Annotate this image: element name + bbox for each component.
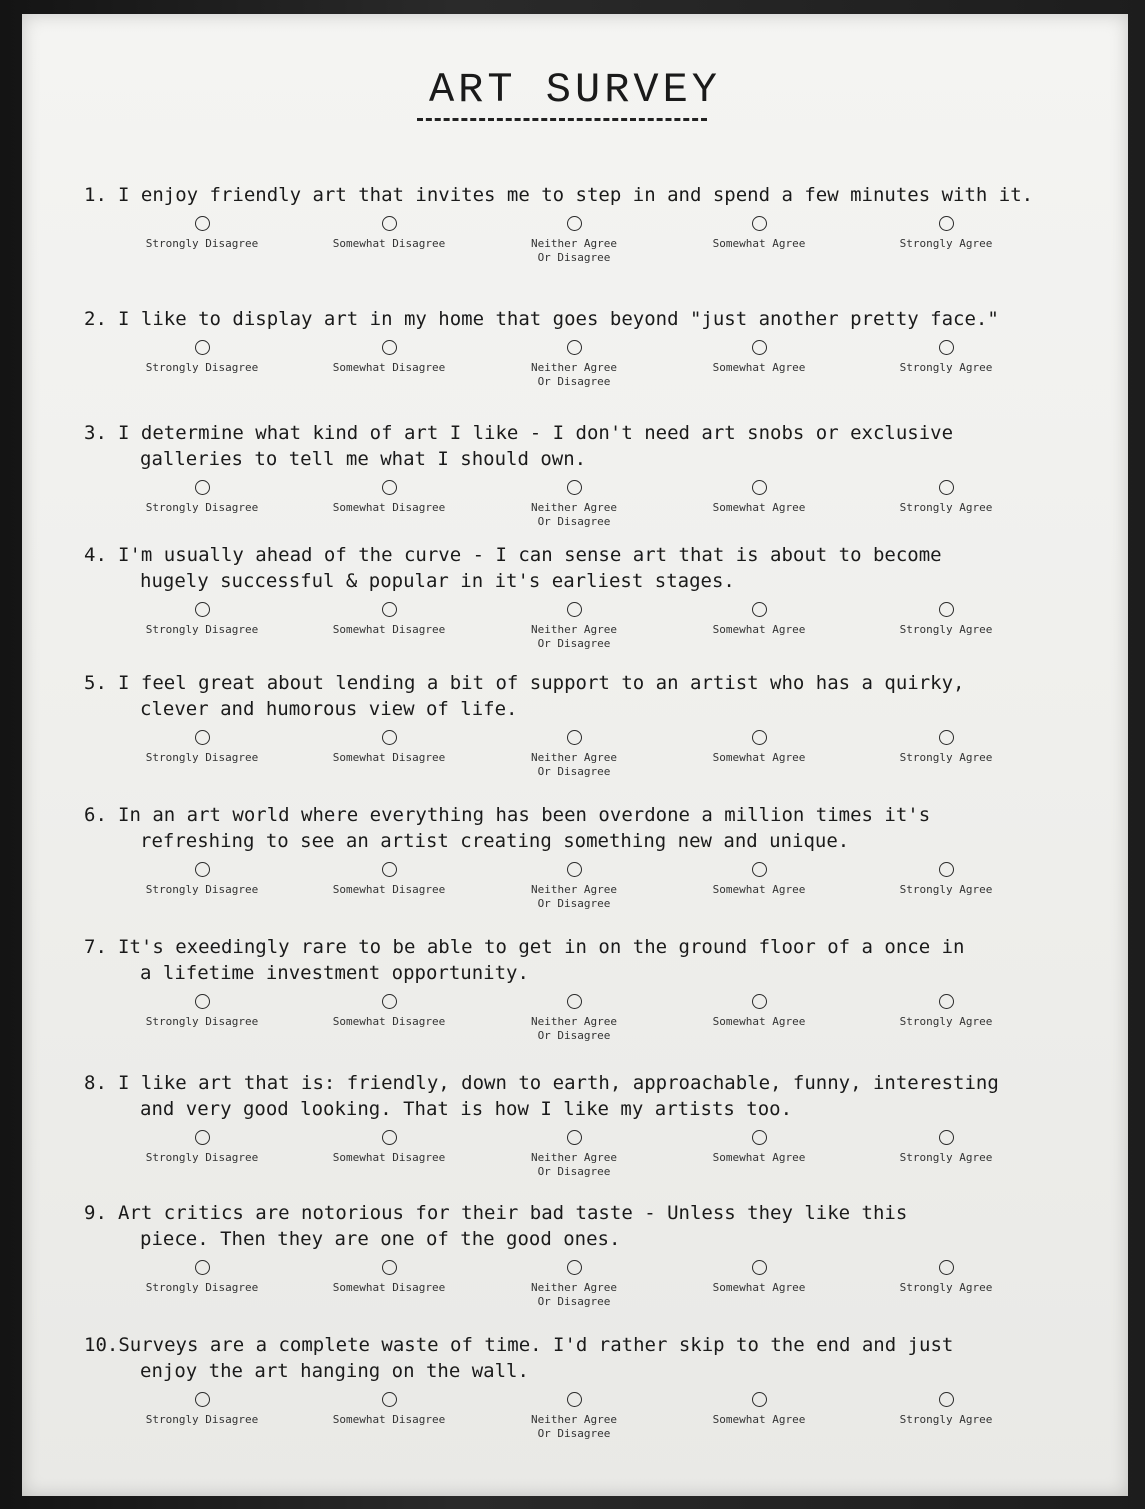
answer-options xyxy=(84,602,1094,658)
answer-option-label: Strongly Agree xyxy=(899,751,993,764)
question-line: refreshing to see an artist creating something new and unique. xyxy=(140,830,850,852)
question-text-continued xyxy=(84,696,1094,722)
answer-option[interactable] xyxy=(122,1130,282,1165)
answer-option-label: Neither Agree Or Disagree xyxy=(530,1281,618,1308)
radio-circle-icon[interactable] xyxy=(752,602,767,617)
answer-option-label: Somewhat Agree xyxy=(712,1281,806,1294)
radio-circle-icon[interactable] xyxy=(939,862,954,877)
answer-option-label: Somewhat Agree xyxy=(712,1413,806,1426)
radio-circle-icon[interactable] xyxy=(195,730,210,745)
radio-circle-icon[interactable] xyxy=(382,1392,397,1407)
survey-question xyxy=(84,542,1094,658)
survey-question xyxy=(84,670,1094,786)
answer-option[interactable] xyxy=(866,480,1026,515)
question-line: Surveys are a complete waste of time. I'd rather skip to the end and just xyxy=(118,1334,954,1356)
question-number: 9. xyxy=(84,1202,107,1224)
answer-option-label: Somewhat Disagree xyxy=(332,623,446,636)
question-line: I determine what kind of art I like - I don't need art snobs or exclusive xyxy=(118,422,954,444)
answer-option[interactable] xyxy=(494,1260,654,1309)
question-line: enjoy the art hanging on the wall. xyxy=(140,1360,529,1382)
radio-circle-icon[interactable] xyxy=(752,216,767,231)
survey-question xyxy=(84,306,1094,396)
radio-circle-icon[interactable] xyxy=(752,340,767,355)
radio-circle-icon[interactable] xyxy=(939,340,954,355)
question-number: 3. xyxy=(84,422,107,444)
title-underline xyxy=(417,118,707,121)
answer-option-label: Strongly Disagree xyxy=(145,1015,259,1028)
radio-circle-icon[interactable] xyxy=(567,994,582,1009)
answer-option-label: Strongly Disagree xyxy=(145,1281,259,1294)
answer-option[interactable] xyxy=(679,1260,839,1295)
question-text xyxy=(84,1070,1094,1096)
answer-option-label: Somewhat Disagree xyxy=(332,1015,446,1028)
radio-circle-icon[interactable] xyxy=(567,480,582,495)
radio-circle-icon[interactable] xyxy=(195,602,210,617)
radio-circle-icon[interactable] xyxy=(382,340,397,355)
radio-circle-icon[interactable] xyxy=(195,1392,210,1407)
answer-option-label: Somewhat Disagree xyxy=(332,883,446,896)
question-text-continued xyxy=(84,446,1094,472)
answer-option-label: Strongly Agree xyxy=(899,1281,993,1294)
answer-option-label: Strongly Agree xyxy=(899,1151,993,1164)
answer-option[interactable] xyxy=(309,340,469,375)
answer-option-label: Strongly Agree xyxy=(899,1413,993,1426)
answer-option[interactable] xyxy=(866,1392,1026,1427)
answer-option[interactable] xyxy=(866,340,1026,375)
answer-option-label: Somewhat Agree xyxy=(712,751,806,764)
question-text xyxy=(84,802,1094,828)
question-text xyxy=(84,1332,1094,1358)
radio-circle-icon[interactable] xyxy=(195,480,210,495)
radio-circle-icon[interactable] xyxy=(195,216,210,231)
radio-circle-icon[interactable] xyxy=(939,1392,954,1407)
answer-option[interactable] xyxy=(679,480,839,515)
question-number: 6. xyxy=(84,804,107,826)
survey-question xyxy=(84,934,1094,1050)
radio-circle-icon[interactable] xyxy=(567,216,582,231)
radio-circle-icon[interactable] xyxy=(939,602,954,617)
answer-option[interactable] xyxy=(122,216,282,251)
answer-option[interactable] xyxy=(494,862,654,911)
answer-option[interactable] xyxy=(309,216,469,251)
radio-circle-icon[interactable] xyxy=(567,730,582,745)
answer-option-label: Somewhat Agree xyxy=(712,361,806,374)
question-line: Art critics are notorious for their bad taste - Unless they like this xyxy=(118,1202,908,1224)
question-text-continued xyxy=(84,1096,1094,1122)
answer-options xyxy=(84,730,1094,786)
survey-question xyxy=(84,182,1094,272)
survey-question xyxy=(84,1332,1094,1448)
radio-circle-icon[interactable] xyxy=(567,862,582,877)
radio-circle-icon[interactable] xyxy=(195,862,210,877)
radio-circle-icon[interactable] xyxy=(752,1392,767,1407)
radio-circle-icon[interactable] xyxy=(567,1260,582,1275)
survey-question xyxy=(84,802,1094,918)
answer-option[interactable] xyxy=(679,730,839,765)
question-line: piece. Then they are one of the good ones. xyxy=(140,1228,621,1250)
radio-circle-icon[interactable] xyxy=(382,862,397,877)
answer-option[interactable] xyxy=(309,862,469,897)
answer-option-label: Somewhat Agree xyxy=(712,501,806,514)
question-text xyxy=(84,670,1094,696)
answer-option-label: Somewhat Agree xyxy=(712,623,806,636)
question-number: 2. xyxy=(84,308,107,330)
answer-option-label: Strongly Agree xyxy=(899,883,993,896)
radio-circle-icon[interactable] xyxy=(567,340,582,355)
question-line: I'm usually ahead of the curve - I can sense art that is about to become xyxy=(118,544,942,566)
question-text-continued xyxy=(84,568,1094,594)
answer-option[interactable] xyxy=(866,1130,1026,1165)
answer-option-label: Somewhat Agree xyxy=(712,1151,806,1164)
answer-option[interactable] xyxy=(122,1260,282,1295)
answer-option-label: Strongly Agree xyxy=(899,501,993,514)
answer-option[interactable] xyxy=(866,730,1026,765)
answer-option-label: Strongly Disagree xyxy=(145,1151,259,1164)
answer-option-label: Neither Agree Or Disagree xyxy=(530,1413,618,1440)
answer-option[interactable] xyxy=(494,340,654,389)
answer-option[interactable] xyxy=(122,480,282,515)
radio-circle-icon[interactable] xyxy=(195,1260,210,1275)
radio-circle-icon[interactable] xyxy=(752,730,767,745)
radio-circle-icon[interactable] xyxy=(382,1130,397,1145)
question-line: clever and humorous view of life. xyxy=(140,698,518,720)
answer-option-label: Somewhat Disagree xyxy=(332,237,446,250)
answer-option-label: Strongly Agree xyxy=(899,237,993,250)
radio-circle-icon[interactable] xyxy=(382,1260,397,1275)
answer-option-label: Strongly Disagree xyxy=(145,237,259,250)
radio-circle-icon[interactable] xyxy=(382,480,397,495)
question-line: It's exeedingly rare to be able to get in on the ground floor of a once in xyxy=(118,936,965,958)
answer-option-label: Neither Agree Or Disagree xyxy=(530,751,618,778)
answer-option[interactable] xyxy=(309,480,469,515)
radio-circle-icon[interactable] xyxy=(939,480,954,495)
radio-circle-icon[interactable] xyxy=(752,480,767,495)
radio-circle-icon[interactable] xyxy=(752,1260,767,1275)
answer-option-label: Strongly Agree xyxy=(899,623,993,636)
radio-circle-icon[interactable] xyxy=(382,602,397,617)
radio-circle-icon[interactable] xyxy=(939,994,954,1009)
answer-option[interactable] xyxy=(494,602,654,651)
answer-option-label: Somewhat Agree xyxy=(712,883,806,896)
answer-option[interactable] xyxy=(679,1130,839,1165)
answer-option[interactable] xyxy=(679,602,839,637)
answer-option-label: Strongly Disagree xyxy=(145,751,259,764)
answer-option[interactable] xyxy=(494,480,654,529)
answer-option-label: Somewhat Disagree xyxy=(332,1151,446,1164)
answer-option[interactable] xyxy=(122,994,282,1029)
answer-option-label: Somewhat Disagree xyxy=(332,1281,446,1294)
radio-circle-icon[interactable] xyxy=(752,994,767,1009)
answer-option-label: Neither Agree Or Disagree xyxy=(530,1151,618,1178)
radio-circle-icon[interactable] xyxy=(382,216,397,231)
answer-option[interactable] xyxy=(494,994,654,1043)
answer-option[interactable] xyxy=(679,1392,839,1427)
answer-option-label: Neither Agree Or Disagree xyxy=(530,501,618,528)
question-line: I like to display art in my home that goes beyond "just another pretty face." xyxy=(118,308,999,330)
answer-option[interactable] xyxy=(494,1392,654,1441)
answer-option[interactable] xyxy=(122,730,282,765)
answer-options xyxy=(84,994,1094,1050)
answer-option-label: Neither Agree Or Disagree xyxy=(530,1015,618,1042)
answer-option[interactable] xyxy=(494,216,654,265)
answer-option[interactable] xyxy=(494,730,654,779)
question-number: 4. xyxy=(84,544,107,566)
answer-option-label: Strongly Disagree xyxy=(145,1413,259,1426)
radio-circle-icon[interactable] xyxy=(752,1130,767,1145)
answer-option-label: Neither Agree Or Disagree xyxy=(530,883,618,910)
radio-circle-icon[interactable] xyxy=(567,602,582,617)
answer-option-label: Strongly Agree xyxy=(899,1015,993,1028)
answer-option[interactable] xyxy=(122,862,282,897)
answer-option-label: Strongly Disagree xyxy=(145,501,259,514)
answer-option[interactable] xyxy=(122,1392,282,1427)
answer-options xyxy=(84,1392,1094,1448)
answer-option[interactable] xyxy=(494,1130,654,1179)
radio-circle-icon[interactable] xyxy=(195,994,210,1009)
question-line: I feel great about lending a bit of support to an artist who has a quirky, xyxy=(118,672,965,694)
answer-options xyxy=(84,1260,1094,1316)
survey-board xyxy=(22,14,1128,1496)
question-text xyxy=(84,542,1094,568)
question-text xyxy=(84,934,1094,960)
question-text xyxy=(84,306,1094,332)
radio-circle-icon[interactable] xyxy=(567,1130,582,1145)
answer-options xyxy=(84,480,1094,536)
radio-circle-icon[interactable] xyxy=(382,994,397,1009)
answer-option-label: Somewhat Disagree xyxy=(332,1413,446,1426)
answer-option[interactable] xyxy=(679,340,839,375)
answer-option-label: Strongly Agree xyxy=(899,361,993,374)
question-line: hugely successful & popular in it's earliest stages. xyxy=(140,570,735,592)
question-text xyxy=(84,182,1094,208)
answer-option[interactable] xyxy=(679,862,839,897)
survey-question xyxy=(84,1070,1094,1186)
question-line: In an art world where everything has been overdone a million times it's xyxy=(118,804,931,826)
question-number: 1. xyxy=(84,184,107,206)
answer-option-label: Somewhat Agree xyxy=(712,237,806,250)
survey-question xyxy=(84,420,1094,536)
answer-options xyxy=(84,216,1094,272)
answer-option-label: Strongly Disagree xyxy=(145,623,259,636)
radio-circle-icon[interactable] xyxy=(939,730,954,745)
question-line: I enjoy friendly art that invites me to step in and spend a few minutes with it. xyxy=(118,184,1034,206)
answer-option[interactable] xyxy=(866,216,1026,251)
radio-circle-icon[interactable] xyxy=(382,730,397,745)
answer-option[interactable] xyxy=(309,730,469,765)
question-number: 5. xyxy=(84,672,107,694)
answer-option[interactable] xyxy=(679,994,839,1029)
answer-option-label: Somewhat Disagree xyxy=(332,361,446,374)
answer-option[interactable] xyxy=(309,1260,469,1295)
question-line: galleries to tell me what I should own. xyxy=(140,448,587,470)
answer-option[interactable] xyxy=(866,994,1026,1029)
answer-option-label: Somewhat Disagree xyxy=(332,751,446,764)
question-text-continued xyxy=(84,1358,1094,1384)
question-number: 7. xyxy=(84,936,107,958)
answer-option[interactable] xyxy=(866,602,1026,637)
answer-option[interactable] xyxy=(679,216,839,251)
radio-circle-icon[interactable] xyxy=(939,1260,954,1275)
answer-option-label: Strongly Disagree xyxy=(145,361,259,374)
answer-option[interactable] xyxy=(309,1392,469,1427)
answer-option-label: Somewhat Agree xyxy=(712,1015,806,1028)
answer-option-label: Somewhat Disagree xyxy=(332,501,446,514)
radio-circle-icon[interactable] xyxy=(939,216,954,231)
question-text-continued xyxy=(84,1226,1094,1252)
survey-question xyxy=(84,1200,1094,1316)
question-text-continued xyxy=(84,960,1094,986)
answer-option-label: Neither Agree Or Disagree xyxy=(530,237,618,264)
question-text xyxy=(84,1200,1094,1226)
question-line: and very good looking. That is how I like my artists too. xyxy=(140,1098,793,1120)
answer-option[interactable] xyxy=(866,1260,1026,1295)
answer-option-label: Neither Agree Or Disagree xyxy=(530,361,618,388)
question-number: 8. xyxy=(84,1072,107,1094)
answer-option[interactable] xyxy=(309,994,469,1029)
answer-options xyxy=(84,340,1094,396)
question-text xyxy=(84,420,1094,446)
answer-option[interactable] xyxy=(309,602,469,637)
radio-circle-icon[interactable] xyxy=(939,1130,954,1145)
answer-option[interactable] xyxy=(122,602,282,637)
answer-option[interactable] xyxy=(309,1130,469,1165)
answer-options xyxy=(84,862,1094,918)
question-number: 10. xyxy=(84,1334,119,1356)
radio-circle-icon[interactable] xyxy=(195,340,210,355)
answer-options xyxy=(84,1130,1094,1186)
answer-option[interactable] xyxy=(866,862,1026,897)
question-line: a lifetime investment opportunity. xyxy=(140,962,529,984)
survey-title: ART SURVEY xyxy=(428,66,722,114)
radio-circle-icon[interactable] xyxy=(567,1392,582,1407)
question-line: I like art that is: friendly, down to earth, approachable, funny, interesting xyxy=(118,1072,999,1094)
radio-circle-icon[interactable] xyxy=(195,1130,210,1145)
question-text-continued xyxy=(84,828,1094,854)
answer-option-label: Neither Agree Or Disagree xyxy=(530,623,618,650)
radio-circle-icon[interactable] xyxy=(752,862,767,877)
answer-option[interactable] xyxy=(122,340,282,375)
answer-option-label: Strongly Disagree xyxy=(145,883,259,896)
